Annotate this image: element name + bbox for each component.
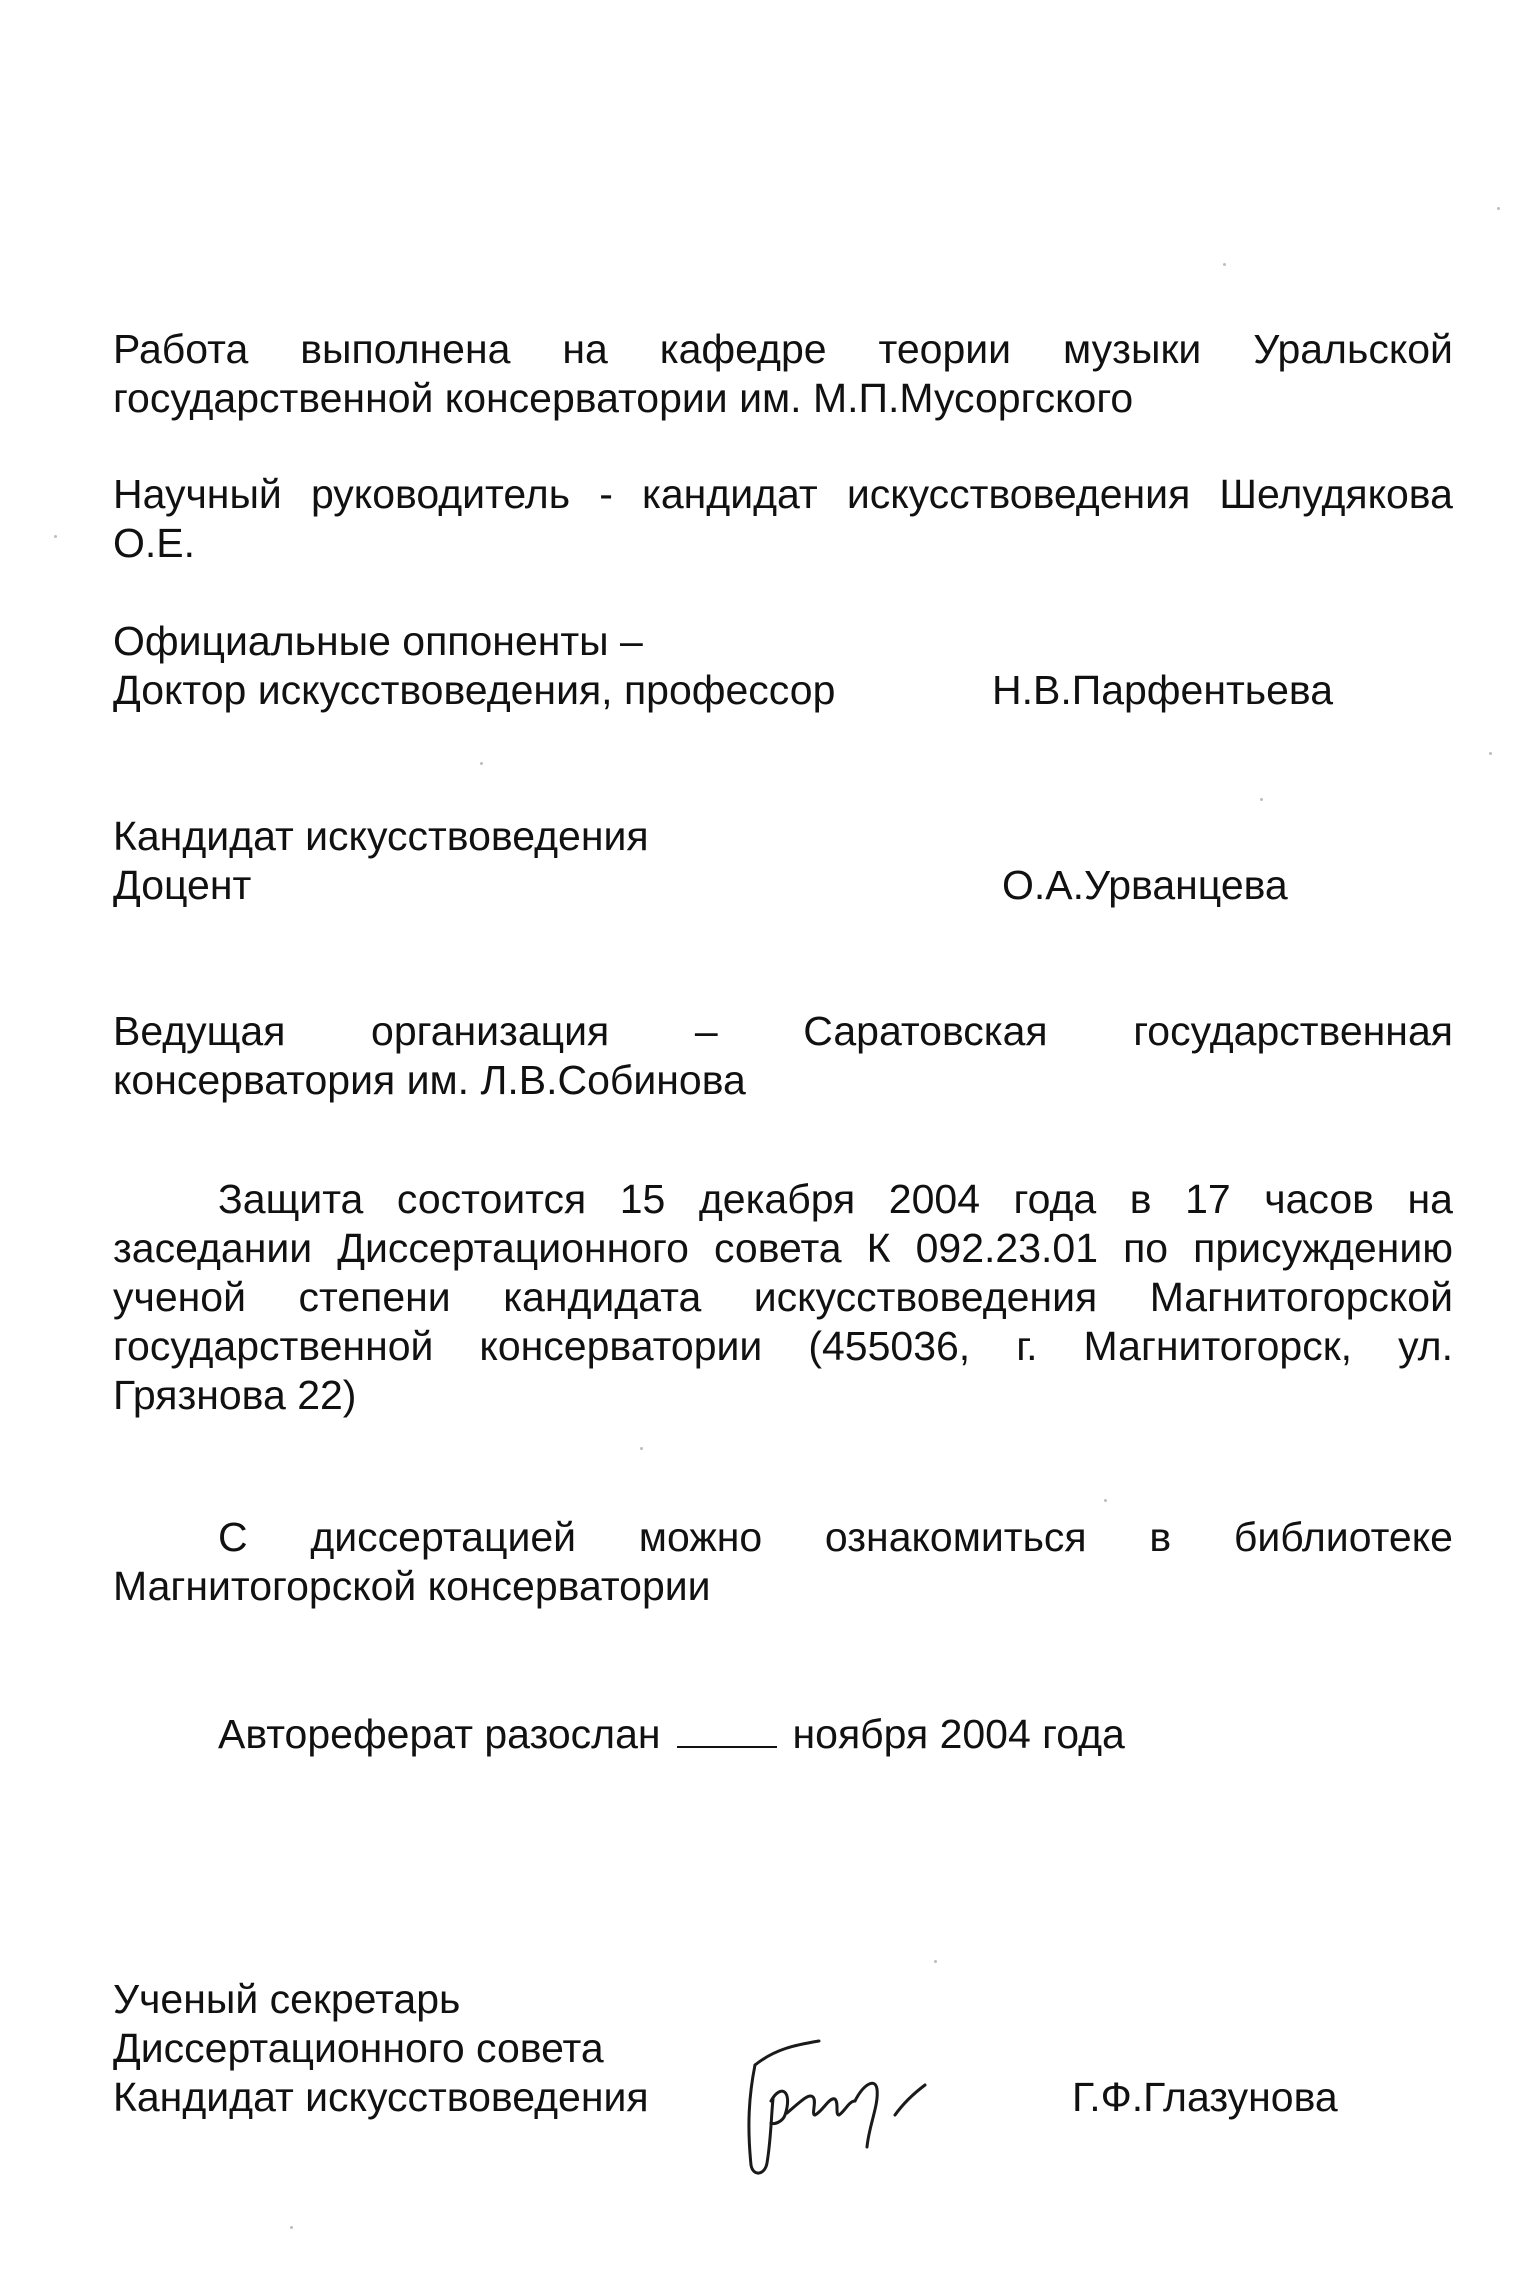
word: присуждению [1193, 1225, 1453, 1271]
scan-speck [1260, 798, 1263, 801]
justified-line [113, 1224, 1453, 1273]
mailing-date-line [218, 1710, 1125, 1759]
scan-speck [480, 762, 483, 765]
word: на [562, 326, 608, 372]
word: совета [713, 1225, 842, 1271]
word: 17 [1185, 1176, 1231, 1222]
word: ознакомиться [824, 1514, 1087, 1560]
word: Диссертационного [337, 1225, 689, 1271]
word: кандидата [503, 1274, 702, 1320]
lead-organization-line-2: консерватория им. Л.В.Собинова [113, 1057, 746, 1103]
word: 15 [619, 1176, 666, 1222]
word: на [1407, 1176, 1453, 1222]
word: искусствоведения [846, 471, 1191, 517]
scan-speck [1223, 263, 1226, 266]
word: степени [298, 1274, 451, 1320]
word: Саратовская [803, 1008, 1048, 1054]
justified-line [113, 1273, 1453, 1322]
opponent-1-name: Н.В.Парфентьева [992, 667, 1334, 713]
defense-last-line: Грязнова 22) [113, 1372, 357, 1418]
word: Шелудякова [1219, 471, 1453, 517]
word: руководитель [310, 471, 571, 517]
word: К [866, 1225, 891, 1271]
scan-speck [640, 1447, 643, 1450]
word: кандидат [642, 471, 818, 517]
department-paragraph [113, 325, 1453, 423]
word: С [218, 1514, 248, 1560]
mailing-text-after: ноября 2004 года [792, 1711, 1125, 1757]
word: можно [638, 1514, 763, 1560]
word: по [1123, 1225, 1169, 1271]
mailing-text-before: Автореферат разослан [218, 1711, 661, 1757]
supervisor-paragraph [113, 470, 1453, 568]
word: Ведущая [113, 1008, 286, 1054]
justified-line [113, 1175, 1453, 1224]
opponent-1-title: Доктор искусствоведения, профессор [113, 667, 836, 713]
word: декабря [698, 1176, 856, 1222]
word: диссертацией [310, 1514, 577, 1560]
word: консерватории [479, 1323, 763, 1369]
word: организация [371, 1008, 610, 1054]
defense-paragraph [113, 1175, 1453, 1420]
opponent-2-name: О.А.Урванцева [1002, 862, 1288, 908]
word: заседании [113, 1225, 313, 1271]
word: состоится [396, 1176, 587, 1222]
word: часов [1264, 1176, 1374, 1222]
justified-line [113, 1322, 1453, 1371]
scan-speck [290, 2226, 293, 2229]
scan-speck [1104, 1499, 1107, 1502]
word: Уральской [1253, 326, 1453, 372]
word: Магнитогорской [1149, 1274, 1453, 1320]
word: государственной [113, 1323, 434, 1369]
word: ул. [1398, 1323, 1453, 1369]
opponent-2-title-line-1: Кандидат искусствоведения [113, 813, 649, 859]
department-line-2: государственной консерватории им. М.П.Мусоргского [113, 375, 1134, 421]
word: кафедре [659, 326, 827, 372]
word: 092.23.01 [915, 1225, 1099, 1271]
word: теории [878, 326, 1012, 372]
word: выполнена [300, 326, 511, 372]
word: в [1149, 1514, 1172, 1560]
scan-speck [1497, 207, 1500, 210]
library-line-2: Магнитогорской консерватории [113, 1563, 711, 1609]
word: 2004 [888, 1176, 980, 1222]
word: г. [1016, 1323, 1038, 1369]
scan-speck [1489, 752, 1492, 755]
justified-line [113, 470, 1453, 519]
justified-line [113, 1513, 1453, 1562]
word: музыки [1063, 326, 1202, 372]
lead-organization-paragraph [113, 1007, 1453, 1105]
secretary-name: Г.Ф.Глазунова [1072, 2074, 1338, 2120]
secretary-line-2: Диссертационного совета [113, 2025, 604, 2071]
opponent-2-title-line-2: Доцент [113, 862, 252, 908]
word: ученой [113, 1274, 247, 1320]
word: - [599, 471, 613, 517]
scan-speck [934, 1960, 937, 1963]
opponents-heading: Официальные оппоненты – [113, 618, 643, 664]
justified-line [113, 1007, 1453, 1056]
justified-line [113, 325, 1453, 374]
handwritten-signature [725, 2015, 930, 2185]
word: библиотеке [1233, 1514, 1453, 1560]
library-paragraph [113, 1513, 1453, 1611]
day-blank-line [677, 1710, 777, 1748]
word: в [1129, 1176, 1152, 1222]
word: года [1013, 1176, 1097, 1222]
word: (455036, [808, 1323, 971, 1369]
word: Работа [113, 326, 249, 372]
supervisor-initials: О.Е. [113, 520, 196, 566]
word: государственная [1133, 1008, 1453, 1054]
secretary-line-1: Ученый секретарь [113, 1976, 461, 2022]
word: искусствоведения [753, 1274, 1098, 1320]
word: Защита [218, 1176, 364, 1222]
word: – [694, 1008, 718, 1054]
secretary-line-3: Кандидат искусствоведения [113, 2074, 649, 2120]
word: Научный [113, 471, 282, 517]
scan-speck [54, 535, 57, 538]
word: Магнитогорск, [1083, 1323, 1353, 1369]
